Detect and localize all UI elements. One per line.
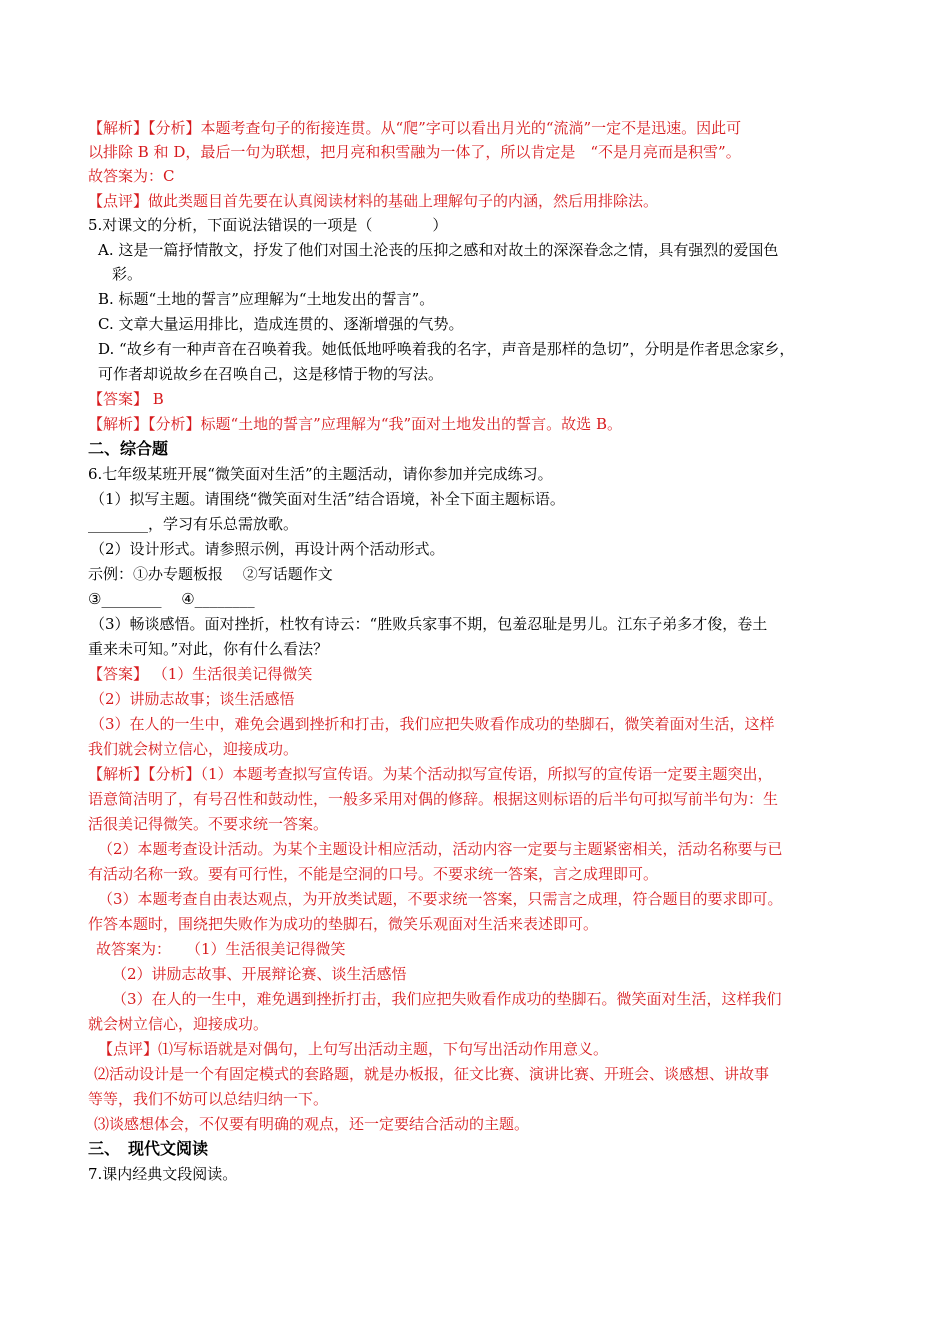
comment-q6-line-3: 等等，我们不妨可以总结归纳一下。 — [88, 1090, 329, 1108]
analysis-q4-line-1: 【解析】【分析】本题考查句子的衔接连贯。从“爬”字可以看出月光的“流淌”一定不是迅速。因此可 — [88, 119, 742, 137]
option-a-line-1: A. 这是一篇抒情散文，抒发了他们对国土沦丧的压抑之感和对故土的深深眷念之情，具有强烈的爱国色 — [98, 241, 779, 259]
section-3-heading: 三、 现代文阅读 — [88, 1139, 209, 1158]
section-2-heading: 二、综合题 — [88, 439, 169, 458]
analysis-q6-line-7: 作答本题时，围绕把失败作为成功的垫脚石，微笑乐观面对生活来表述即可。 — [88, 915, 599, 933]
analysis-q6-line-9: （2）讲励志故事、开展辩论赛、谈生活感悟 — [112, 965, 407, 983]
question-6-part-3-line-1: （3）畅谈感悟。面对挫折，杜牧有诗云：“胜败兵家事不期，包羞忍耻是男儿。江东子弟多才俊，卷土 — [90, 615, 768, 633]
comment-q6-line-4: ⑶谈感想体会，不仅要有明确的观点，还一定要结合活动的主题。 — [94, 1115, 530, 1133]
answer-q6-line-2: （2）讲励志故事；谈生活感悟 — [90, 690, 295, 708]
answer-q6-line-4: 我们就会树立信心，迎接成功。 — [88, 740, 299, 758]
comment-q6-line-1: 【点评】⑴写标语就是对偶句，上句写出活动主题，下句写出活动作用意义。 — [98, 1040, 609, 1058]
analysis-q6-line-5: 有活动名称一致。要有可行性，不能是空洞的口号。不要求统一答案，言之成理即可。 — [88, 865, 659, 883]
question-5-stem: 5.对课文的分析，下面说法错误的一项是（ ） — [88, 216, 448, 234]
analysis-q6-line-6: （3）本题考查自由表达观点，为开放类试题，不要求统一答案，只需言之成理，符合题目的要求即可。 — [98, 890, 783, 908]
question-6-part-3-line-2: 重来未可知。”对此，你有什么看法？ — [88, 640, 329, 658]
answer-q5: 【答案】 B — [88, 390, 164, 408]
answer-q6-line-3: （3）在人的一生中，难免会遇到挫折和打击，我们应把失败看作成功的垫脚石，微笑着面对生活，这样 — [90, 715, 775, 733]
option-b: B. 标题“土地的誓言”应理解为“土地发出的誓言”。 — [98, 290, 435, 308]
answer-q4: 故答案为：C — [88, 167, 175, 185]
analysis-q6-line-4: （2）本题考查设计活动。为某个主题设计相应活动，活动内容一定要与主题紧密相关，活动名称要与已 — [98, 840, 783, 858]
question-6-part-2: （2）设计形式。请参照示例，再设计两个活动形式。 — [90, 540, 445, 558]
analysis-q6-line-10: （3）在人的一生中，难免遇到挫折打击，我们应把失败看作成功的垫脚石。微笑面对生活，这样我们 — [112, 990, 782, 1008]
analysis-q6-line-8: 故答案为： （1）生活很美记得微笑 — [96, 940, 346, 958]
option-c: C. 文章大量运用排比，造成连贯的、逐渐增强的气势。 — [98, 315, 464, 333]
option-a-line-2: 彩。 — [112, 265, 143, 283]
analysis-q5: 【解析】【分析】标题“土地的誓言”应理解为“我”面对土地发出的誓言。故选 B。 — [88, 415, 622, 433]
comment-q4: 【点评】做此类题目首先要在认真阅读材料的基础上理解句子的内涵，然后用排除法。 — [88, 192, 659, 210]
analysis-q6-line-3: 活很美记得微笑。不要求统一答案。 — [88, 815, 329, 833]
analysis-q6-line-11: 就会树立信心，迎接成功。 — [88, 1015, 269, 1033]
option-d-line-1: D. “故乡有一种声音在召唤着我。她低低地呼唤着我的名字，声音是那样的急切”，分明是作者思念家乡， — [98, 340, 795, 358]
question-6-part-1: （1）拟写主题。请围绕“微笑面对生活”结合语境，补全下面主题标语。 — [90, 490, 565, 508]
question-6-part-2-blanks: ③________ ④________ — [88, 590, 255, 608]
question-6-stem: 6.七年级某班开展“微笑面对生活”的主题活动，请你参加并完成练习。 — [88, 465, 553, 483]
analysis-q6-line-2: 语意简洁明了，有号召性和鼓动性，一般多采用对偶的修辞。根据这则标语的后半句可拟写前半句为：生 — [88, 790, 779, 808]
option-d-line-2: 可作者却说故乡在召唤自己，这是移情于物的写法。 — [98, 365, 444, 383]
analysis-q4-line-2: 以排除 B 和 D，最后一句为联想，把月亮和积雪融为一体了，所以肯定是 “不是月亮而是积雪”。 — [88, 143, 741, 161]
question-7-stem: 7.课内经典文段阅读。 — [88, 1165, 238, 1183]
comment-q6-line-2: ⑵活动设计是一个有固定模式的套路题，就是办板报，征文比赛、演讲比赛、开班会、谈感想、讲故事 — [94, 1065, 770, 1083]
analysis-q6-line-1: 【解析】【分析】（1）本题考查拟写宣传语。为某个活动拟写宣传语，所拟写的宣传语一定要主题突出， — [88, 765, 773, 783]
answer-q6-line-1: 【答案】 （1）生活很美记得微笑 — [88, 665, 313, 683]
question-6-part-1-blank: ________，学习有乐总需放歌。 — [88, 515, 299, 533]
question-6-example: 示例：①办专题板报 ②写话题作文 — [88, 565, 333, 583]
